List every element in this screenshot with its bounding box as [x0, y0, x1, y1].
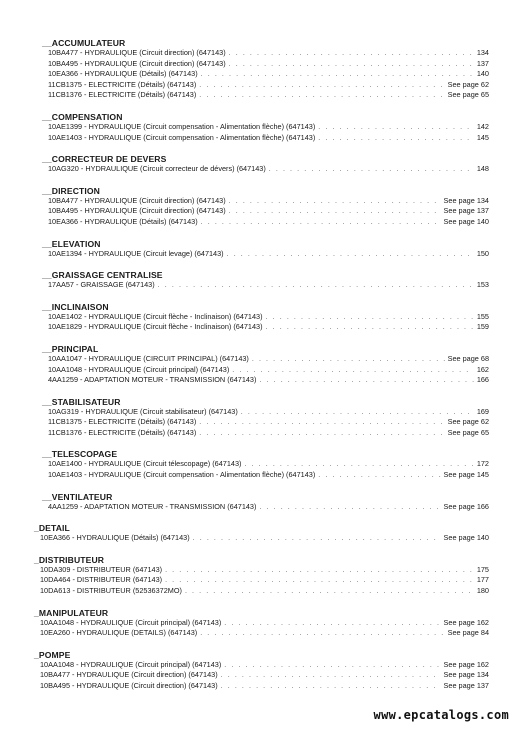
dot-leader	[221, 682, 441, 693]
dot-leader	[199, 91, 444, 102]
entry-text: 10AE1403 - HYDRAULIQUE (Circuit compensation - Alimentation flèche) (647143)	[48, 132, 316, 142]
entry-page: 162	[476, 364, 489, 374]
entry-text: 10AA1048 - HYDRAULIQUE (Circuit principal) (647143)	[40, 659, 222, 669]
index-entry[interactable]	[0, 354, 521, 365]
index-entry[interactable]	[0, 628, 521, 639]
entry-page: See page 65	[447, 90, 489, 100]
entry-page: 140	[476, 69, 489, 79]
index-section	[0, 270, 521, 291]
index-entry[interactable]	[0, 196, 521, 207]
index-section	[0, 650, 521, 692]
entry-page: See page 84	[447, 628, 489, 638]
index-section	[0, 154, 521, 175]
section-heading: __DIRECTION	[42, 185, 100, 196]
entry-page: See page 137	[443, 206, 489, 216]
index-entry[interactable]	[0, 533, 521, 544]
dot-leader	[318, 134, 474, 145]
dot-leader	[266, 323, 474, 334]
entry-page: See page 62	[447, 417, 489, 427]
section-heading: __VENTILATEUR	[42, 491, 113, 502]
entry-text: 10AE1402 - HYDRAULIQUE (Circuit flèche - Inclinaison) (647143)	[48, 311, 263, 321]
section-heading: __ELEVATION	[42, 238, 101, 249]
index-section	[0, 397, 521, 439]
entry-text: 10EA366 - HYDRAULIQUE (Détails) (647143)	[48, 216, 198, 226]
entry-text: 11CB1376 - ELECTRICITE (Détails) (647143)	[48, 427, 197, 437]
watermark: www.epcatalogs.com	[373, 708, 509, 722]
entry-text: 10BA477 - HYDRAULIQUE (Circuit direction) (647143)	[48, 195, 226, 205]
entry-text: 10AA1048 - HYDRAULIQUE (Circuit principal) (647143)	[48, 364, 230, 374]
entry-text: 10AA1047 - HYDRAULIQUE (CIRCUIT PRINCIPAL) (647143)	[48, 353, 249, 363]
index-entry[interactable]	[0, 90, 521, 101]
entry-text: 10AG320 - HYDRAULIQUE (Circuit correcteur de dévers) (647143)	[48, 164, 266, 174]
index-entry[interactable]	[0, 217, 521, 228]
index-section	[0, 344, 521, 386]
entry-page: 137	[476, 58, 489, 68]
index-entry[interactable]	[0, 375, 521, 386]
entry-page: See page 65	[447, 427, 489, 437]
entry-text: 10AE1403 - HYDRAULIQUE (Circuit compensation - Alimentation flèche) (647143)	[48, 470, 316, 480]
index-section	[0, 112, 521, 143]
index-entry[interactable]	[0, 164, 521, 175]
entry-page: See page 166	[443, 501, 489, 511]
index-entry[interactable]	[0, 660, 521, 671]
entry-page: 145	[476, 132, 489, 142]
section-heading: _POMPE	[34, 649, 71, 660]
index-entry[interactable]	[0, 586, 521, 597]
index-entry[interactable]	[0, 312, 521, 323]
entry-page: See page 137	[443, 681, 489, 690]
dot-leader	[199, 429, 444, 440]
index-section	[0, 492, 521, 513]
entry-text: 10BA477 - HYDRAULIQUE (Circuit direction) (647143)	[40, 670, 218, 680]
index-entry[interactable]	[0, 459, 521, 470]
entry-page: See page 134	[443, 195, 489, 205]
entry-page: See page 68	[447, 353, 489, 363]
entry-page: 142	[476, 121, 489, 131]
index-entry[interactable]	[0, 565, 521, 576]
entry-text: 10EA260 - HYDRAULIQUE (DETAILS) (647143)	[40, 628, 198, 638]
entry-text: 10BA495 - HYDRAULIQUE (Circuit direction) (647143)	[40, 681, 218, 690]
section-heading: __COMPENSATION	[42, 111, 123, 122]
entry-text: 10AA1048 - HYDRAULIQUE (Circuit principal) (647143)	[40, 617, 222, 627]
index-entry[interactable]	[0, 407, 521, 418]
entry-text: 4AA1259 - ADAPTATION MOTEUR - TRANSMISSION (647143)	[48, 375, 257, 385]
section-heading: __ACCUMULATEUR	[42, 38, 126, 48]
index-entry[interactable]	[0, 365, 521, 376]
entry-text: 10DA613 - DISTRIBUTEUR (52536372MO)	[40, 586, 182, 596]
dot-leader	[200, 629, 444, 640]
dot-leader	[201, 218, 441, 229]
entry-text: 11CB1376 - ELECTRICITE (Détails) (647143)	[48, 90, 197, 100]
section-heading: _DETAIL	[34, 523, 70, 534]
index-entry[interactable]	[0, 69, 521, 80]
entry-text: 11CB1375 - ELECTRICITE (Détails) (647143)	[48, 417, 197, 427]
index-section	[0, 186, 521, 228]
index-entry[interactable]	[0, 575, 521, 586]
entry-text: 11CB1375 - ELECTRICITE (Détails) (647143)	[48, 79, 197, 89]
section-heading: __GRAISSAGE CENTRALISE	[42, 270, 163, 281]
index-entry[interactable]	[0, 249, 521, 260]
entry-text: 10BA477 - HYDRAULIQUE (Circuit direction) (647143)	[48, 48, 226, 57]
entry-text: 10DA464 - DISTRIBUTEUR (647143)	[40, 575, 163, 585]
dot-leader	[259, 376, 473, 387]
entry-page: 177	[476, 575, 489, 585]
dot-leader	[193, 534, 441, 545]
entry-text: 10AE1829 - HYDRAULIQUE (Circuit flèche - Inclinaison) (647143)	[48, 322, 263, 332]
section-heading: _MANIPULATEUR	[34, 607, 109, 618]
index-entry[interactable]	[0, 670, 521, 681]
index-entry[interactable]	[0, 59, 521, 70]
dot-leader	[158, 281, 474, 292]
index-entry[interactable]	[0, 280, 521, 291]
entry-text: 10EA366 - HYDRAULIQUE (Détails) (647143)	[40, 533, 190, 543]
entry-page: 150	[476, 248, 489, 258]
entry-page: See page 62	[447, 79, 489, 89]
entry-page: See page 162	[443, 659, 489, 669]
index-entry[interactable]	[0, 618, 521, 629]
document-index	[0, 38, 521, 692]
dot-leader	[269, 165, 474, 176]
entry-text: 10AE1400 - HYDRAULIQUE (Circuit télescopage) (647143)	[48, 459, 242, 469]
entry-page: 153	[476, 280, 489, 290]
entry-page: 148	[476, 164, 489, 174]
entry-text: 10AE1394 - HYDRAULIQUE (Circuit levage) (647143)	[48, 248, 224, 258]
entry-text: 17AA57 - GRAISSAGE (647143)	[48, 280, 155, 290]
entry-text: 10EA366 - HYDRAULIQUE (Détails) (647143)	[48, 69, 198, 79]
index-section	[0, 555, 521, 597]
entry-page: 172	[476, 459, 489, 469]
entry-page: See page 162	[443, 617, 489, 627]
index-entry[interactable]	[0, 681, 521, 692]
index-entry[interactable]	[0, 417, 521, 428]
index-entry[interactable]	[0, 122, 521, 133]
section-heading: __CORRECTEUR DE DEVERS	[42, 154, 167, 165]
entry-page: 134	[476, 48, 489, 57]
entry-page: See page 140	[443, 216, 489, 226]
dot-leader	[318, 471, 440, 482]
entry-page: 155	[476, 311, 489, 321]
dot-leader	[185, 587, 474, 598]
entry-page: 169	[476, 406, 489, 416]
index-section	[0, 239, 521, 260]
section-heading: __INCLINAISON	[42, 301, 109, 312]
index-section	[0, 302, 521, 333]
index-section	[0, 608, 521, 639]
section-heading: __PRINCIPAL	[42, 343, 99, 354]
index-entry[interactable]	[0, 502, 521, 513]
index-entry[interactable]	[0, 470, 521, 481]
index-section	[0, 523, 521, 544]
index-section	[0, 38, 521, 101]
entry-page: See page 140	[443, 533, 489, 543]
index-entry[interactable]	[0, 428, 521, 439]
index-entry[interactable]	[0, 206, 521, 217]
entry-page: 159	[476, 322, 489, 332]
section-heading: __TELESCOPAGE	[42, 449, 118, 460]
index-entry[interactable]	[0, 48, 521, 59]
dot-leader	[227, 250, 474, 261]
entry-page: See page 134	[443, 670, 489, 680]
entry-page: See page 145	[443, 470, 489, 480]
entry-text: 10BA495 - HYDRAULIQUE (Circuit direction) (647143)	[48, 58, 226, 68]
index-entry[interactable]	[0, 80, 521, 91]
index-entry[interactable]	[0, 322, 521, 333]
entry-page: 175	[476, 564, 489, 574]
section-heading: _DISTRIBUTEUR	[34, 554, 105, 565]
entry-text: 10AG319 - HYDRAULIQUE (Circuit stabilisateur) (647143)	[48, 406, 238, 416]
index-entry[interactable]	[0, 133, 521, 144]
entry-text: 4AA1259 - ADAPTATION MOTEUR - TRANSMISSION (647143)	[48, 501, 257, 511]
index-section	[0, 449, 521, 480]
entry-text: 10DA309 - DISTRIBUTEUR (647143)	[40, 564, 163, 574]
entry-page: 166	[476, 375, 489, 385]
entry-text: 10BA495 - HYDRAULIQUE (Circuit direction) (647143)	[48, 206, 226, 216]
section-heading: __STABILISATEUR	[42, 396, 121, 407]
dot-leader	[259, 503, 440, 514]
entry-text: 10AE1399 - HYDRAULIQUE (Circuit compensation - Alimentation flèche) (647143)	[48, 121, 316, 131]
entry-page: 180	[476, 586, 489, 596]
